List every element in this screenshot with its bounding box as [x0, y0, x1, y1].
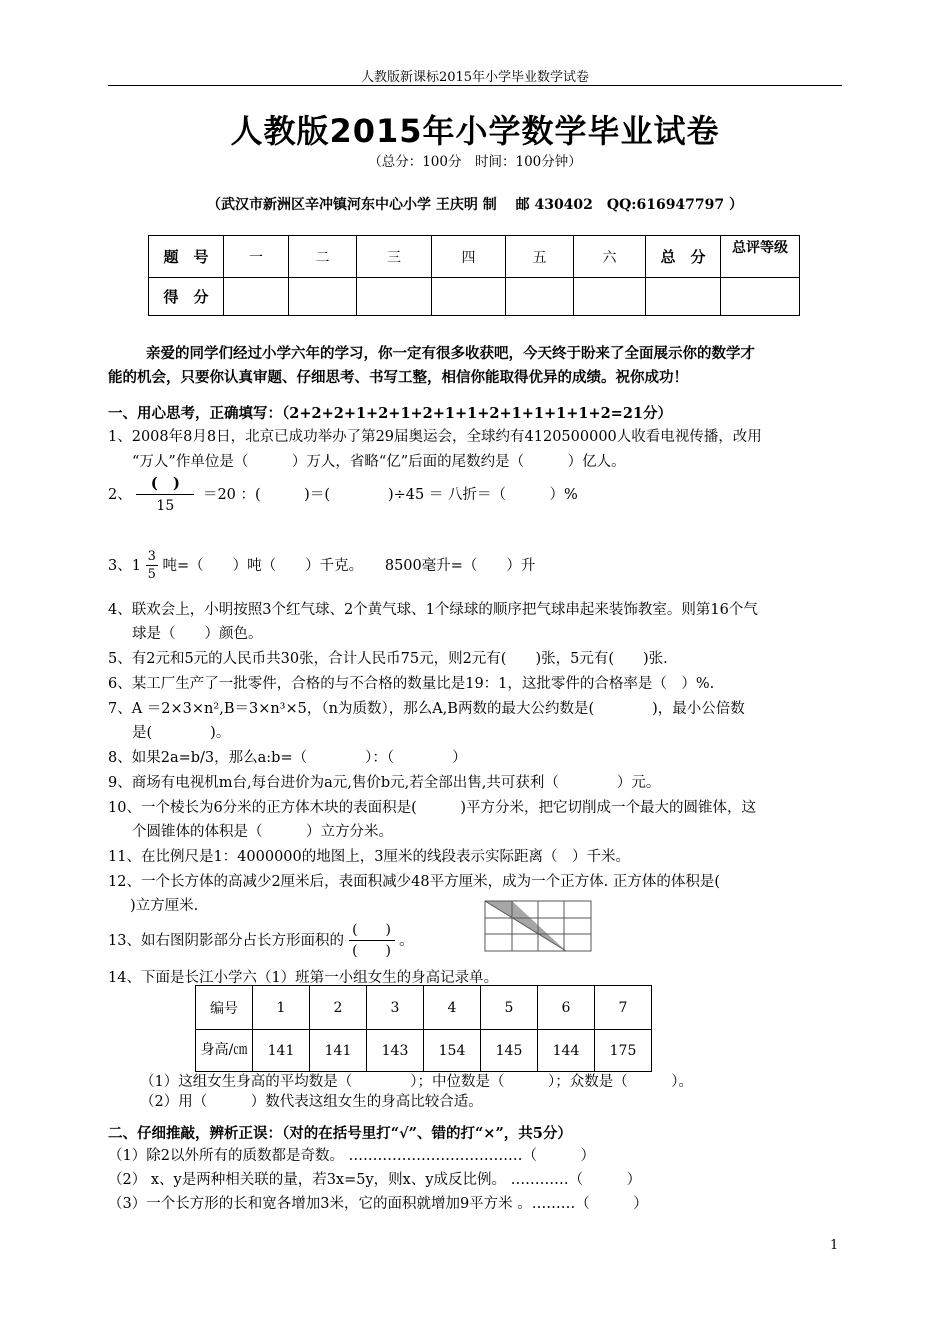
- q14: 14、下面是长江小学六（1）班第一小组女生的身高记录单。: [108, 970, 499, 986]
- score-cell[interactable]: [224, 278, 289, 316]
- q3: 3、1 $\frac{3}{5}$ 吨=（ ）吨（ ）千克。 8500毫升=（ ）升: [108, 549, 536, 582]
- intro-line-1: 亲爱的同学们经过小学六年的学习，你一定有很多收获吧，今天终于盼来了全面展示你的数学才: [146, 345, 755, 362]
- judge-item-3: （3）一个长方形的长和宽各增加3米，它的面积就增加9平方米 。………（ ）: [108, 1196, 648, 1212]
- height-id-cell: 3: [367, 986, 424, 1030]
- score-col-total: 总 分: [646, 236, 721, 278]
- score-col-1: 一: [224, 236, 289, 278]
- height-id-cell: 6: [538, 986, 595, 1030]
- score-cell[interactable]: [574, 278, 646, 316]
- score-row-label: 得 分: [149, 278, 224, 316]
- score-cell[interactable]: [506, 278, 574, 316]
- q12-line-1: 12、一个长方体的高减少2厘米后，表面积减少48平方厘米，成为一个正方体. 正方体的体积是(: [108, 874, 720, 890]
- height-value-cell: 144: [538, 1030, 595, 1072]
- height-value-cell: 145: [481, 1030, 538, 1072]
- q11: 11、在比例尺是1：4000000的地图上，3厘米的线段表示实际距离（ ）千米。: [108, 849, 630, 865]
- score-cell[interactable]: [721, 278, 800, 316]
- score-col-6: 六: [574, 236, 646, 278]
- author-line: （武汉市新洲区辛冲镇河东中心小学 王庆明 制 邮 430402 QQ:616947797 ）: [206, 197, 744, 213]
- judge-item-2: （2） x、y是两种相关联的量，若3x=5y，则x、y成反比例。 …………（ ）: [108, 1172, 642, 1188]
- q14-sub-1: （1）这组女生身高的平均数是（ ）；中位数是（ ）；众数是（ ）。: [140, 1074, 693, 1090]
- section2-heading: 二、仔细推敲，辨析正误：（对的在括号里打“√”、错的打“×”，共5分）: [108, 1125, 572, 1142]
- score-header-label: 题 号: [149, 236, 224, 278]
- score-table: [148, 235, 800, 316]
- height-id-cell: 5: [481, 986, 538, 1030]
- q6: 6、某工厂生产了一批零件，合格的与不合格的数量比是19：1，这批零件的合格率是（ ）%.: [108, 676, 715, 692]
- height-value-cell: 143: [367, 1030, 424, 1072]
- score-cell[interactable]: [646, 278, 721, 316]
- height-id-cell: 7: [595, 986, 652, 1030]
- q4-line-1: 4、联欢会上，小明按照3个红气球、2个黄气球、1个绿球的顺序把气球串起来装饰教室。则第16个气: [108, 602, 758, 618]
- score-cell[interactable]: [432, 278, 506, 316]
- q7-line-1: 7、A ＝2×3×n²,B＝3×n³×5，（n为质数），那么A,B两数的最大公约数是( )，最小公倍数: [108, 701, 745, 717]
- height-value-cell: 141: [310, 1030, 367, 1072]
- height-value-cell: 154: [424, 1030, 481, 1072]
- height-table-label-height: 身高/㎝: [196, 1030, 253, 1072]
- score-col-4: 四: [432, 236, 506, 278]
- score-col-grade: 总评等级: [721, 236, 800, 278]
- shaded-rectangle-figure: [484, 900, 592, 952]
- q12-line-2: )立方厘米.: [130, 898, 199, 914]
- score-cell[interactable]: [357, 278, 432, 316]
- judge-item-1: （1）除2以外所有的质数都是奇数。 ………………………………（ ）: [108, 1148, 596, 1164]
- height-id-cell: 2: [310, 986, 367, 1030]
- score-col-2: 二: [289, 236, 357, 278]
- q4-line-2: 球是（ ）颜色。: [132, 626, 263, 642]
- q10-line-1: 10、一个棱长为6分米的正方体木块的表面积是( )平方分米，把它切削成一个最大的圆锥体，这: [108, 800, 756, 816]
- page-number: 1: [830, 1238, 839, 1253]
- height-value-cell: 175: [595, 1030, 652, 1072]
- q5: 5、有2元和5元的人民币共30张，合计人民币75元，则2元有( )张，5元有( )张.: [108, 651, 668, 667]
- intro-line-2: 能的机会，只要你认真审题、仔细思考、书写工整，相信你能取得优异的成绩。祝你成功！: [108, 369, 688, 386]
- q3-fraction: $\frac{3}{5}$: [147, 549, 156, 582]
- q9: 9、商场有电视机m台,每台进价为a元,售价b元,若全部出售,共可获利（ ）元。: [108, 775, 661, 791]
- q7-line-2: 是( )。: [132, 725, 231, 741]
- header-rule: [108, 85, 842, 86]
- q13: 13、如右图阴影部分占长方形面积的 $\frac{( )}{( )}$ 。: [108, 922, 414, 959]
- page-header: 人教版新课标2015年小学毕业数学试卷: [360, 70, 590, 85]
- q1-line-1: 1、2008年8月8日，北京已成功举办了第29届奥运会，全球约有4120500000人收看电视传播，改用: [108, 429, 762, 445]
- q2: 2、 $\frac{( )}{15}$ ＝20 ：( )＝( )÷45 ＝ 八折＝（ ）%: [108, 472, 578, 524]
- score-col-5: 五: [506, 236, 574, 278]
- q2-fraction: $\frac{( )}{15}$: [136, 472, 194, 517]
- page-title: 人教版2015年小学数学毕业试卷: [230, 112, 720, 150]
- subtitle: （总分：100分 时间：100分钟）: [368, 154, 582, 170]
- q8: 8、如果2a=b/3，那么a:b=（ ）：（ ）: [108, 750, 467, 766]
- height-table-label-id: 编号: [196, 986, 253, 1030]
- q1-line-2: “万人”作单位是（ ）万人，省略“亿”后面的尾数约是（ ）亿人。: [132, 454, 626, 470]
- q10-line-2: 个圆锥体的体积是（ ）立方分米。: [132, 824, 393, 840]
- q14-sub-2: （2）用（ ）数代表这组女生的身高比较合适。: [140, 1094, 483, 1110]
- height-table: [195, 985, 652, 1072]
- section1-heading: 一、用心思考，正确填写：（2+2+2+1+2+1+2+1+1+2+1+1+1+1+2=21分）: [108, 405, 673, 422]
- height-id-cell: 4: [424, 986, 481, 1030]
- height-value-cell: 141: [253, 1030, 310, 1072]
- height-id-cell: 1: [253, 986, 310, 1030]
- score-cell[interactable]: [289, 278, 357, 316]
- score-col-3: 三: [357, 236, 432, 278]
- q13-fraction: $\frac{( )}{( )}$: [349, 920, 395, 961]
